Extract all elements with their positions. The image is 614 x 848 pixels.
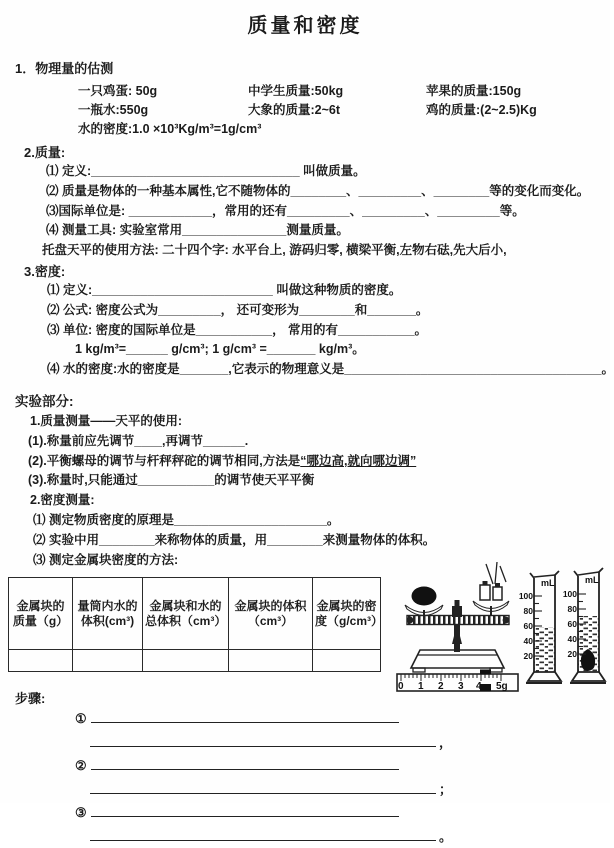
graduated-cylinder-water bbox=[518, 570, 563, 686]
step-3-blank bbox=[91, 804, 399, 817]
balance-usage-note: 托盘天平的使用方法: 二十四个字: 水平台上, 游码归零, 横梁平衡,左物右砝,先大后小, bbox=[42, 243, 507, 258]
step-3-blank-2 bbox=[90, 828, 436, 841]
step-1-punct: ， bbox=[439, 734, 453, 750]
density-measure-item-2: ⑵ 实验中用________来称物体的质量，用________来测量物体的体积。 bbox=[33, 532, 436, 547]
empty-cell bbox=[143, 650, 229, 672]
ruler-label-0: 0 bbox=[398, 681, 404, 692]
density-measure-item-1: ⑴ 测定物质密度的原理是______________________。 bbox=[33, 512, 340, 527]
density-heading: 3.密度: bbox=[24, 263, 66, 279]
tick-label-60: 60 bbox=[567, 619, 577, 629]
estimation-row bbox=[78, 101, 610, 120]
empty-cell bbox=[229, 650, 313, 672]
estimation-item: 一瓶水:550g bbox=[78, 103, 149, 117]
cylinder-unit-label: mL bbox=[541, 578, 555, 588]
table-header-row bbox=[9, 578, 381, 650]
step-2-number: ② bbox=[75, 758, 87, 774]
measurement-table bbox=[8, 577, 384, 672]
step-2-blank-2 bbox=[90, 781, 436, 794]
step-2-continuation bbox=[90, 778, 610, 802]
ruler-label-1: 1 bbox=[418, 681, 424, 692]
item-2-quoted-rule: “哪边高,就向哪边调” bbox=[300, 453, 417, 468]
estimation-item: 中学生质量:50kg bbox=[248, 84, 344, 98]
density-measure-item-3: ⑶ 测定金属块密度的方法: bbox=[33, 552, 179, 567]
step-2-line bbox=[75, 754, 610, 778]
density-units-line: ⑶ 单位: 密度的国际单位是___________， 常用的有___________。 bbox=[47, 322, 428, 337]
tick-label-100: 100 bbox=[562, 589, 577, 599]
step-3-continuation bbox=[90, 825, 610, 848]
estimation-heading: 1．物理量的估测 bbox=[15, 61, 114, 76]
mass-units-line: ⑶国际单位是: ____________，常用的还有_________、_________、_________等。 bbox=[46, 203, 525, 218]
mass-measure-item-3: (3).称量时,只能通过___________的调节使天平平衡 bbox=[28, 473, 315, 488]
step-1-continuation bbox=[90, 731, 610, 755]
estimation-item: 大象的质量:2~6t bbox=[248, 103, 341, 117]
tick-label-100: 100 bbox=[518, 591, 533, 601]
mass-tool-line: ⑷ 测量工具: 实验室常用_______________测量质量。 bbox=[46, 223, 349, 238]
apparatus-figures bbox=[393, 556, 608, 692]
density-definition-line: ⑴ 定义:__________________________ 叫做这种物质的密度。 bbox=[47, 282, 402, 297]
item-2-prefix: (2).平衡螺母的调节与杆秤秤砣的调节相同,方法是 bbox=[28, 453, 301, 468]
step-3-line bbox=[75, 801, 610, 825]
step-3-number: ③ bbox=[75, 805, 87, 821]
empty-cell bbox=[73, 650, 143, 672]
step-1-blank bbox=[91, 710, 399, 723]
steps-label: 步骤: bbox=[15, 691, 46, 707]
col-metal-volume: 金属块的体积（cm³） bbox=[229, 578, 313, 650]
mass-heading: 2.质量: bbox=[24, 145, 66, 160]
page-title: 质量和密度 bbox=[247, 15, 363, 37]
empty-cell bbox=[9, 650, 73, 672]
mass-definition-line: ⑴ 定义:______________________________ 叫做质量。 bbox=[46, 164, 366, 178]
experiment-heading: 实验部分: bbox=[15, 393, 74, 409]
steps-section bbox=[15, 688, 610, 848]
step-2-blank bbox=[91, 757, 399, 770]
unit-conversion-line: 1 kg/m³=______ g/cm³; 1 g/cm³ =_______ kg/m³。 bbox=[75, 342, 365, 357]
estimation-row bbox=[78, 82, 610, 101]
estimation-grid bbox=[78, 82, 610, 120]
ruler-label-2: 2 bbox=[438, 681, 444, 692]
mass-measure-item-2 bbox=[28, 452, 610, 472]
tick-label-40: 40 bbox=[523, 636, 533, 646]
empty-cell bbox=[313, 650, 381, 672]
col-metal-mass: 金属块的质量（g） bbox=[9, 578, 73, 650]
tick-label-20: 20 bbox=[567, 649, 577, 659]
ruler-label-3: 3 bbox=[458, 681, 464, 692]
mass-property-line: ⑵ 质量是物体的一种基本属性,它不随物体的________、_________、________等的变化而变化。 bbox=[46, 183, 590, 198]
section-density bbox=[0, 262, 614, 380]
step-1-blank-2 bbox=[90, 734, 436, 747]
estimation-item: 鸡的质量:(2~2.5)Kg bbox=[426, 103, 537, 117]
step-1-line bbox=[75, 707, 610, 731]
section-mass bbox=[0, 143, 610, 261]
estimation-item: 苹果的质量:150g bbox=[426, 84, 522, 98]
tick-label-60: 60 bbox=[523, 621, 533, 631]
step-2-punct: ； bbox=[439, 781, 453, 797]
experiment-section bbox=[0, 392, 610, 570]
tick-label-40: 40 bbox=[567, 634, 577, 644]
graduated-cylinder-water-and-metal bbox=[562, 566, 607, 686]
mass-measure-heading: 1.质量测量——天平的使用: bbox=[30, 413, 183, 428]
density-formula-line: ⑵ 公式: 密度公式为_________， 还可变形为________和_______。 bbox=[47, 302, 429, 317]
mass-measure-item-1: (1).称量前应先调节____,再调节______. bbox=[28, 433, 249, 448]
col-total-volume: 金属块和水的总体积（cm³） bbox=[143, 578, 229, 650]
step-1-number: ① bbox=[75, 711, 87, 727]
cylinder-unit-label: mL bbox=[585, 575, 599, 585]
balance-scale-figure bbox=[396, 560, 520, 692]
tick-label-80: 80 bbox=[523, 606, 533, 616]
tick-label-80: 80 bbox=[567, 604, 577, 614]
table-row bbox=[9, 650, 381, 672]
col-metal-density: 金属块的密度（g/cm³） bbox=[313, 578, 381, 650]
water-density-meaning-line: ⑷ 水的密度:水的密度是_______,它表示的物理意义是_____________________________________。 bbox=[47, 362, 614, 377]
ruler-label-4: 4 bbox=[476, 681, 482, 692]
estimation-item: 一只鸡蛋: 50g bbox=[78, 84, 158, 98]
tick-label-20: 20 bbox=[523, 651, 533, 661]
ruler-label-5g: 5g bbox=[496, 681, 508, 692]
section-estimation bbox=[0, 59, 610, 139]
density-measure-heading: 2.密度测量: bbox=[30, 493, 95, 508]
water-density-line: 水的密度:1.0 ×10³Kg/m³=1g/cm³ bbox=[78, 122, 262, 136]
step-3-punct: 。 bbox=[439, 828, 453, 844]
col-water-volume: 量筒内水的体积(cm³) bbox=[73, 578, 143, 650]
